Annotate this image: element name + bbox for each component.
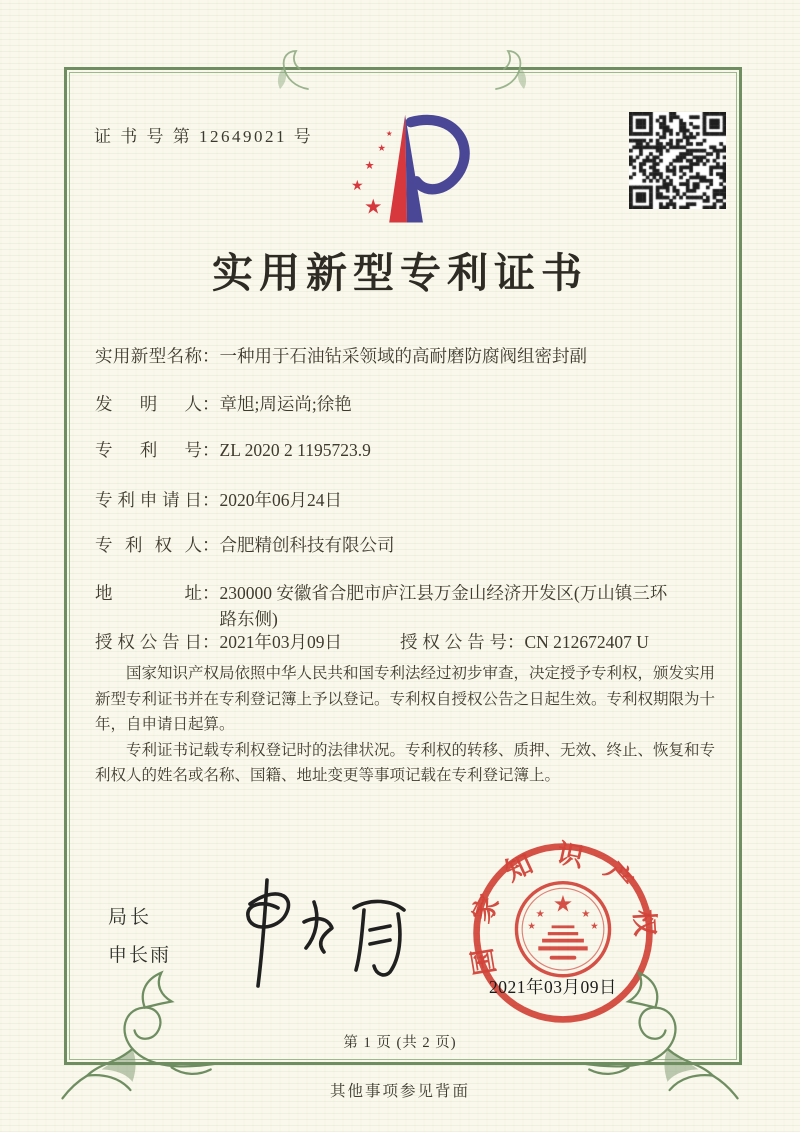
legal-text-block	[95, 661, 717, 789]
field-colon: ：	[202, 632, 220, 652]
legal-paragraph-1: 国家知识产权局依照中华人民共和国专利法经过初步审查，决定授予专利权，颁发实用新型专利证书并在专利登记簿上予以登记。专利权自授权公告之日起生效。专利权期限为十年，自申请日起算。	[95, 665, 716, 733]
field-value: 2020年06月24日	[219, 490, 342, 510]
director-title: 局长	[108, 907, 153, 928]
director-name: 申长雨	[108, 945, 172, 966]
grant-date-label: 授权公告日	[95, 632, 202, 652]
certificate-number: 证 书 号 第 12649021 号	[94, 127, 314, 146]
field-row-invention-name	[95, 343, 587, 369]
cnipa-logo-icon	[332, 106, 482, 234]
grant-date-value: 2021年03月09日	[219, 632, 342, 652]
field-label: 专利号	[95, 440, 202, 460]
field-label: 实用新型名称	[95, 346, 202, 366]
top-sprig-left	[270, 47, 310, 93]
field-colon: ：	[202, 394, 220, 414]
field-label: 专利申请日	[95, 490, 202, 510]
qr-code	[629, 112, 726, 209]
svg-text:★: ★	[552, 891, 574, 918]
seal-date: 2021年03月09日	[489, 977, 617, 997]
field-row-patent-number	[95, 437, 371, 463]
field-row-grant	[95, 629, 649, 655]
grant-number-value: CN 212672407 U	[524, 632, 649, 652]
field-label: 专利权人	[95, 535, 202, 555]
field-colon: ：	[202, 583, 220, 603]
field-row-inventors	[95, 391, 352, 417]
field-colon: ：	[507, 632, 525, 652]
page-number: 第 1 页 (共 2 页)	[343, 1035, 457, 1051]
field-value: 一种用于石油钻采领域的高耐磨防腐阀组密封副	[219, 346, 587, 366]
field-value: ZL 2020 2 1195723.9	[219, 440, 371, 460]
top-sprig-right	[494, 47, 534, 93]
national-emblem-icon	[516, 883, 609, 976]
field-label: 地址	[95, 583, 202, 603]
svg-text:★: ★	[535, 908, 545, 920]
svg-text:★: ★	[590, 920, 599, 932]
svg-text:★: ★	[377, 142, 386, 154]
field-colon: ：	[202, 535, 220, 555]
svg-text:★: ★	[385, 128, 393, 138]
legal-paragraph-2: 专利证书记载专利权登记时的法律状况。专利权的转移、质押、无效、终止、恢复和专利权人的姓名或名称、国籍、地址变更等事项记载在专利登记簿上。	[95, 741, 716, 784]
field-value: 230000 安徽省合肥市庐江县万金山经济开发区(万山镇三环路东侧)	[219, 583, 668, 629]
field-row-patentee	[95, 532, 395, 558]
svg-text:★: ★	[351, 177, 364, 194]
seal-arc-text: 国家知识产权局	[444, 814, 662, 978]
svg-text:★: ★	[527, 920, 536, 932]
signature-icon	[212, 874, 432, 994]
svg-text:★: ★	[364, 158, 375, 172]
sprig-icon	[494, 47, 534, 93]
field-row-address	[95, 580, 668, 632]
grant-number-label: 授权公告号	[400, 632, 507, 652]
svg-text:★: ★	[581, 908, 591, 920]
cnipa-logo	[332, 106, 482, 234]
field-value: 章旭;周运尚;徐艳	[219, 394, 352, 414]
field-colon: ：	[202, 490, 220, 510]
field-label: 发明人	[95, 394, 202, 414]
footer-note: 其他事项参见背面	[329, 1083, 470, 1100]
grant-number-pair	[400, 629, 649, 655]
field-colon: ：	[202, 346, 220, 366]
sprig-icon	[270, 47, 310, 93]
field-value: 合肥精创科技有限公司	[219, 535, 395, 555]
field-colon: ：	[202, 440, 220, 460]
field-row-filing-date	[95, 487, 342, 513]
svg-text:★: ★	[364, 194, 383, 219]
director-signature	[212, 874, 432, 994]
certificate-title: 实用新型专利证书	[212, 250, 588, 296]
